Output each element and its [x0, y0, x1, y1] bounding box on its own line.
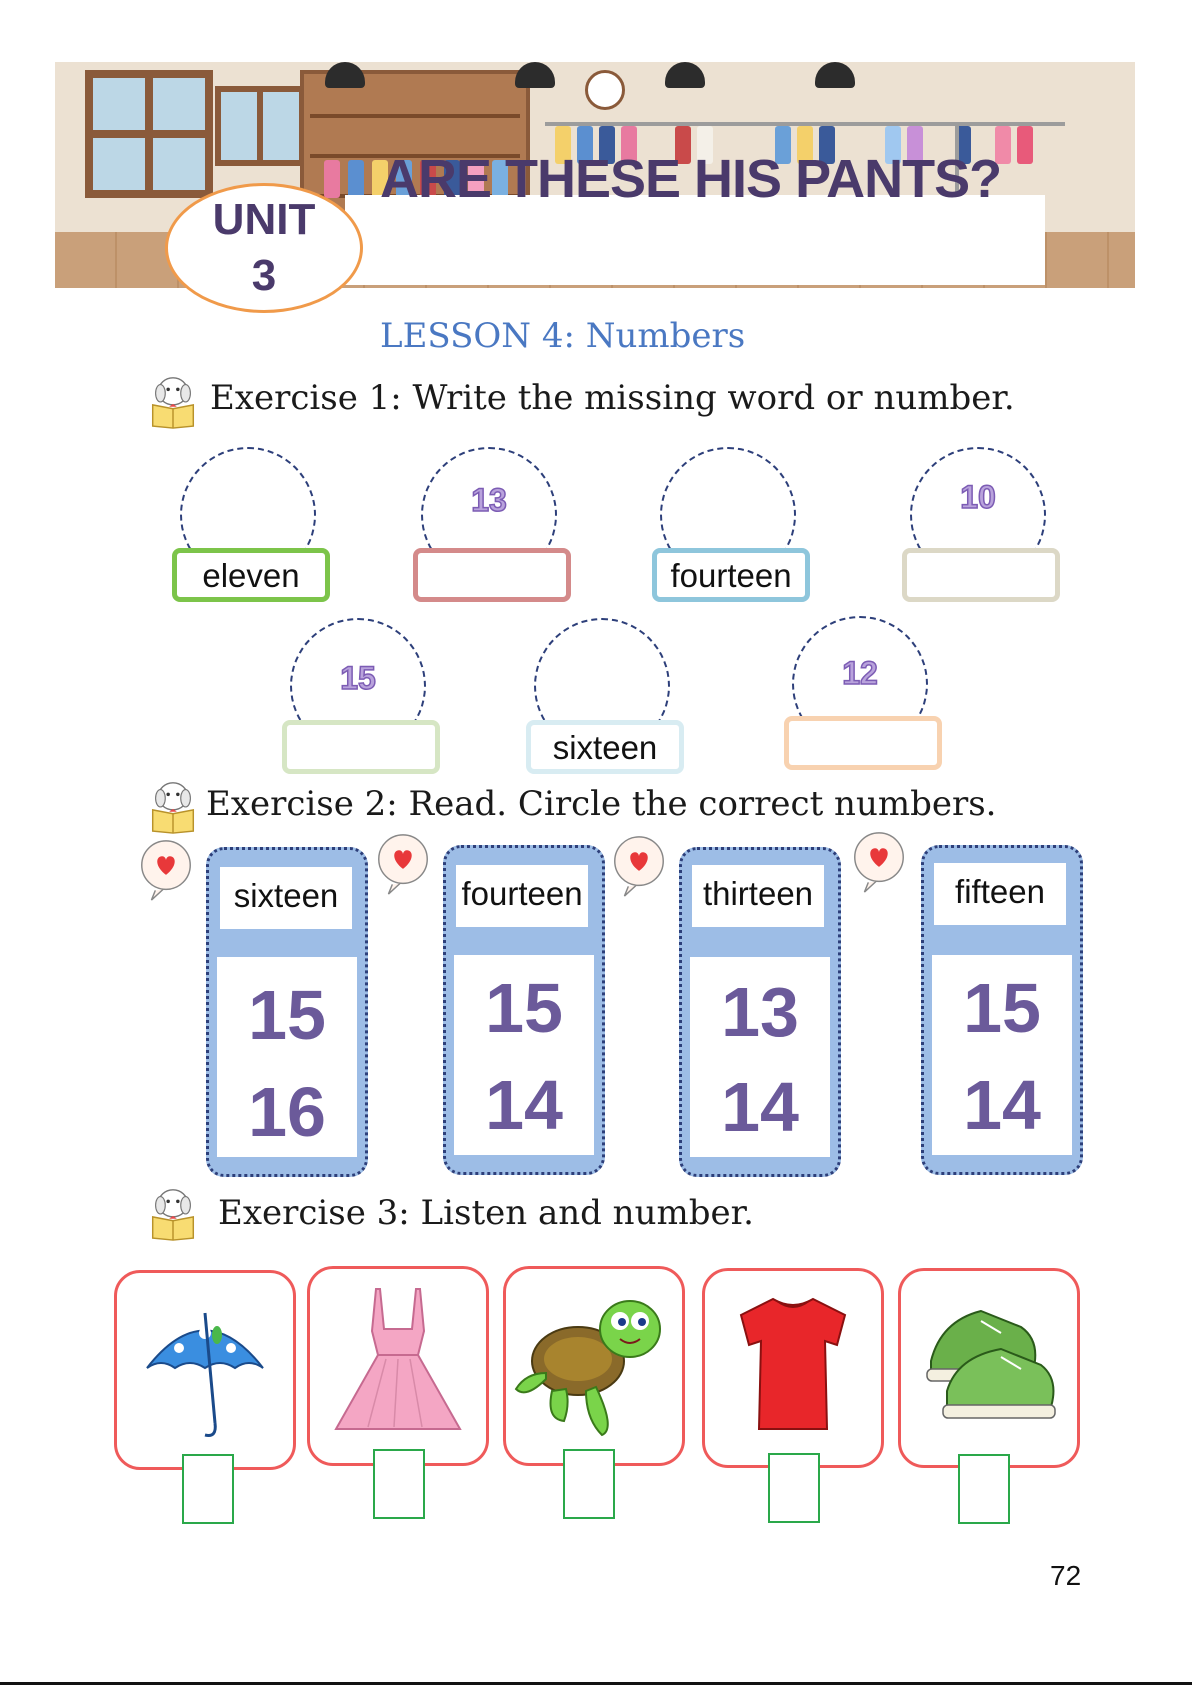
number-circle-value: 13	[471, 482, 507, 518]
picture-card	[503, 1266, 685, 1466]
picture-card	[898, 1268, 1080, 1468]
turtle-picture	[506, 1269, 682, 1463]
heart-bubble-icon	[850, 830, 908, 894]
number-option[interactable]: 15	[485, 969, 563, 1047]
word-answer-box[interactable]	[784, 716, 942, 770]
unit-label	[165, 192, 363, 304]
wall-clock	[585, 70, 625, 110]
picture-card	[702, 1268, 884, 1468]
word-answer-box[interactable]	[413, 548, 571, 602]
number-option[interactable]: 15	[963, 969, 1041, 1047]
exercise-2-instruction: Exercise 2: Read. Circle the correct numbers.	[206, 784, 997, 824]
shop-window	[85, 70, 213, 198]
card-word: fifteen	[934, 863, 1066, 925]
dress-picture	[310, 1269, 486, 1463]
card-word: sixteen	[220, 867, 352, 929]
heart-bubble-icon	[610, 834, 668, 898]
number-option[interactable]: 13	[721, 973, 799, 1051]
number-circle-value: 10	[960, 479, 996, 515]
number-option[interactable]: 14	[485, 1066, 563, 1144]
word-answer-box[interactable]: eleven	[172, 548, 330, 602]
number-option[interactable]: 15	[248, 976, 326, 1054]
shop-window-small	[215, 86, 305, 166]
number-option[interactable]: 16	[248, 1073, 326, 1151]
exercise-3-instruction: Exercise 3: Listen and number.	[218, 1193, 754, 1233]
number-option[interactable]: 14	[721, 1068, 799, 1146]
answer-number-box[interactable]	[958, 1454, 1010, 1524]
card-word: fourteen	[456, 865, 588, 927]
heart-bubble-icon	[137, 838, 195, 902]
answer-number-box[interactable]	[768, 1453, 820, 1523]
exercise-1-instruction: Exercise 1: Write the missing word or number.	[210, 378, 1015, 418]
word-answer-box: fourteen	[652, 548, 810, 602]
reading-dog-icon	[146, 372, 200, 430]
word-answer-box[interactable]	[902, 548, 1060, 602]
word-answer-box[interactable]	[282, 720, 440, 774]
number-option[interactable]: 14	[963, 1066, 1041, 1144]
card-word: thirteen	[692, 865, 824, 927]
unit-number: 3	[251, 251, 277, 300]
picture-card	[307, 1266, 489, 1466]
word-answer-box: sixteen	[526, 720, 684, 774]
lesson-title: LESSON 4: Numbers	[380, 316, 746, 356]
answer-number-box[interactable]	[182, 1454, 234, 1524]
picture-card	[114, 1270, 296, 1470]
answer-number-box[interactable]	[563, 1449, 615, 1519]
page-number: 72	[1050, 1560, 1082, 1591]
reading-dog-icon	[146, 1184, 200, 1242]
unit-label-text: UNIT	[212, 195, 316, 244]
number-circle-value: 12	[842, 655, 878, 691]
heart-bubble-icon	[374, 832, 432, 896]
reading-dog-icon	[146, 777, 200, 835]
unit-title: ARE THESE HIS PANTS?	[380, 149, 1002, 209]
number-circle-value: 15	[340, 660, 376, 696]
answer-number-box[interactable]	[373, 1449, 425, 1519]
sneakers-picture	[901, 1271, 1077, 1465]
t-shirt-picture	[705, 1271, 881, 1465]
umbrella-picture	[117, 1273, 293, 1467]
